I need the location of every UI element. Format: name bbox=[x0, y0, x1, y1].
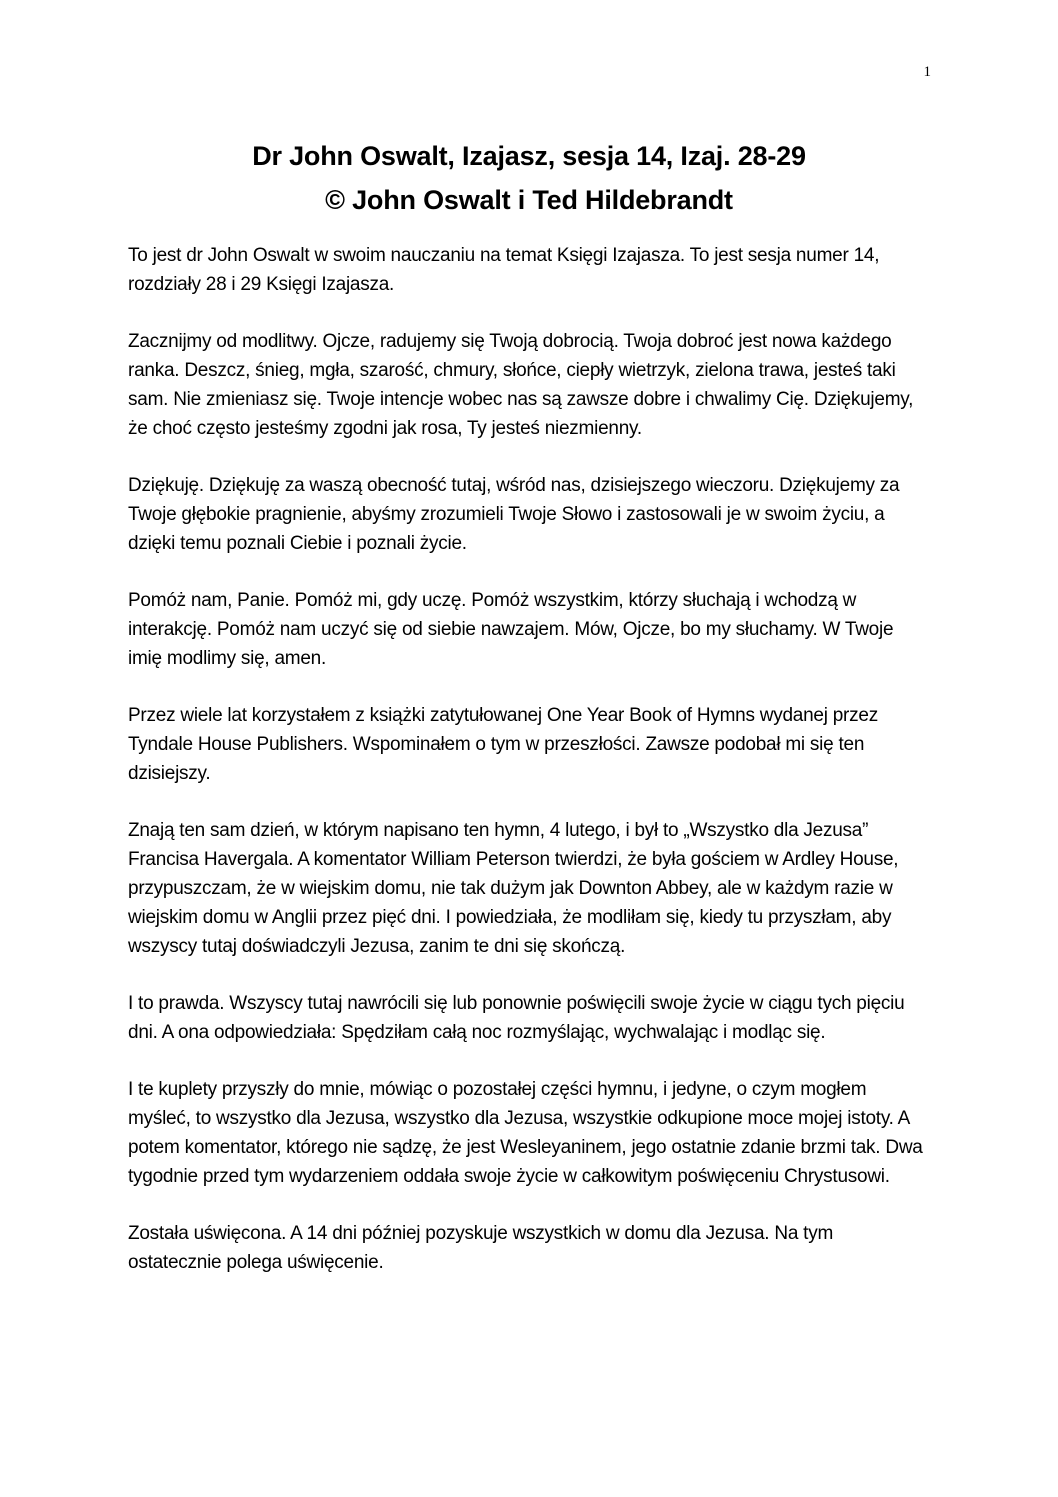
paragraph-thanks: Dziękuję. Dziękuję za waszą obecność tutaj, wśród nas, dzisiejszego wieczoru. Dziękujemy za Twoje głębokie pragnienie, abyśmy zrozumieli Twoje Słowo i zastosowali je w swoim życiu, a dzięki temu poznali Ciebie i poznali życie. bbox=[128, 475, 900, 554]
paragraph-hymn-story: Znają ten sam dzień, w którym napisano ten hymn, 4 lutego, i był to „Wszystko dla Jezusa” Francisa Havergala. A komentator William Peterson twierdzi, że była gościem w Ardley House, przypuszczam, że w wiejskim domu, nie tak dużym jak Downton Abbey, ale w każdym razie w wiejskim domu w Anglii przez pięć dni. I powiedziała, że modliłam się, kiedy tu przyszłam, aby wszyscy tutaj doświadczyli Jezusa, zanim te dni się skończą. bbox=[128, 820, 899, 957]
paragraph-conversion: I to prawda. Wszyscy tutaj nawrócili się lub ponownie poświęcili swoje życie w ciągu tych pięciu dni. A ona odpowiedziała: Spędziłam całą noc rozmyślając, wychwalając i modląc się. bbox=[128, 993, 905, 1043]
title-line-1: Dr John Oswalt, Izajasz, sesja 14, Izaj. 28-29 bbox=[252, 141, 806, 171]
paragraph-hymn-book: Przez wiele lat korzystałem z książki zatytułowanej One Year Book of Hymns wydanej przez Tyndale House Publishers. Wspominałem o tym w przeszłości. Zawsze podobał mi się ten dzisiejszy. bbox=[128, 705, 878, 784]
paragraph-intro: To jest dr John Oswalt w swoim nauczaniu na temat Księgi Izajasza. To jest sesja numer 14, rozdziały 28 i 29 Księgi Izajasza. bbox=[128, 245, 880, 295]
paragraph-couplets: I te kuplety przyszły do mnie, mówiąc o pozostałej części hymnu, i jedyne, o czym mogłem myśleć, to wszystko dla Jezusa, wszystko dla Jezusa, wszystkie odkupione moce mojej istoty. A potem komentator, którego nie sądzę, że jest Wesleyaninem, jego ostatnie zdanie brzmi tak. Dwa tygodnie przed tym wydarzeniem oddała swoje życie w całkowitym poświęceniu Chrystusowi. bbox=[128, 1079, 923, 1187]
paragraph-prayer: Zacznijmy od modlitwy. Ojcze, radujemy się Twoją dobrocią. Twoja dobroć jest nowa każdego ranka. Deszcz, śnieg, mgła, szarość, chmury, słońce, ciepły wietrzyk, zielona trawa, jesteś taki sam. Nie zmieniasz się. Twoje intencje wobec nas są zawsze dobre i chwalimy Cię. Dziękujemy, że choć często jesteśmy zgodni jak rosa, Ty jesteś niezmienny. bbox=[128, 331, 914, 439]
title-line-2: © John Oswalt i Ted Hildebrandt bbox=[325, 185, 733, 215]
page-number: 1 bbox=[923, 64, 931, 80]
document-title bbox=[0, 134, 1058, 222]
document-body bbox=[128, 241, 928, 1305]
paragraph-help: Pomóż nam, Panie. Pomóż mi, gdy uczę. Pomóż wszystkim, którzy słuchają i wchodzą w interakcję. Pomóż nam uczyć się od siebie nawzajem. Mów, Ojcze, bo my słuchamy. W Twoje imię modlimy się, amen. bbox=[128, 590, 894, 669]
paragraph-sanctification: Została uświęcona. A 14 dni później pozyskuje wszystkich w domu dla Jezusa. Na tym ostatecznie polega uświęcenie. bbox=[128, 1223, 834, 1273]
